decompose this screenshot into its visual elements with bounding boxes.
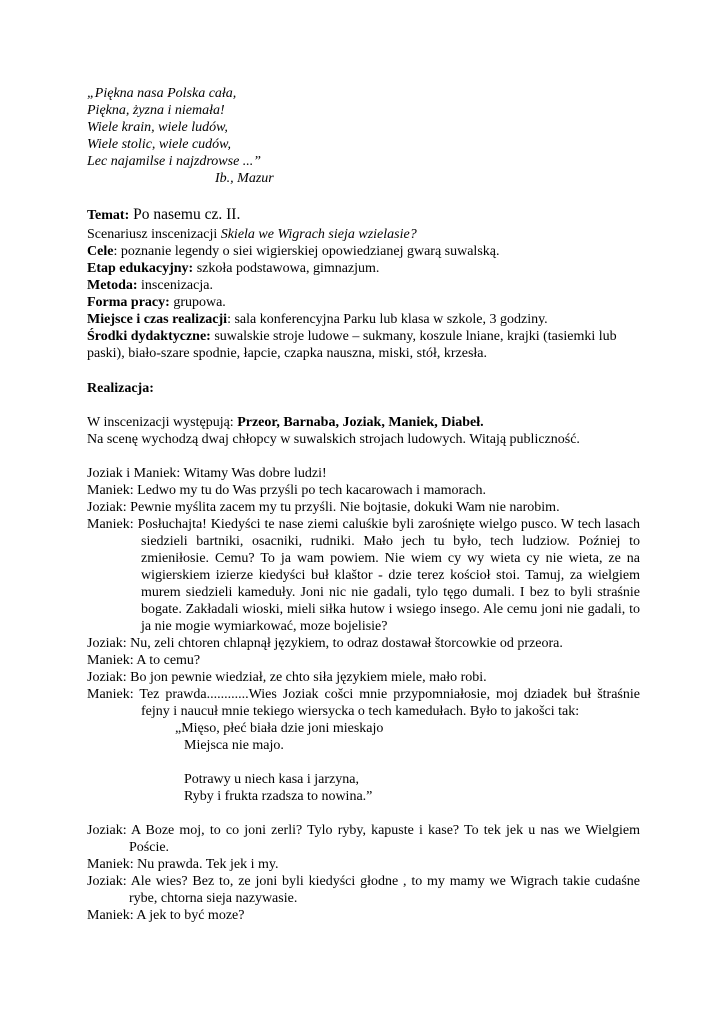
motto-line: „Piękna nasa Polska cała, bbox=[87, 86, 237, 101]
dialogue-line: Joziak: A Boze moj, to co joni zerli? Tylo ryby, kapuste i kase? To tek jek u nas we Wielgiem Poście. bbox=[87, 823, 640, 855]
stage-direction: Na scenę wychodzą dwaj chłopcy w suwalskich strojach ludowych. Witają publiczność. bbox=[87, 432, 580, 447]
meta-row-form bbox=[87, 294, 640, 311]
dialogue-part-1 bbox=[87, 465, 640, 720]
cast-line bbox=[87, 414, 640, 431]
document-page bbox=[87, 85, 640, 924]
meta-row-goals bbox=[87, 243, 640, 260]
meta-row-materials bbox=[87, 328, 640, 362]
cast-prefix: W inscenizacji występują: bbox=[87, 415, 238, 430]
dialogue-line: Maniek: Posłuchajta! Kiedyści te nase ziemi caluśkie byli zarośnięte wielgo pusco. W tech lasach siedzieli bartniki, osacniki, rudniki. Mało jech tu było, tech ludziow. Poźniej to zmieniłosie. Cemu? To ja wam powiem. Nie wiem cy wy wieta cy nie wieta, ze na wigierskiem izierze kiedyści buł klaštor - dzie terez kościoł stoi. Tamuj, za wielgiem murem siedzieli kameduły. Joni nic nie gadali, tylo tęgo dumali. I bez to byli straśnie bogate. Zakładali wioski, mieli siłka hutow i wsiego insego. Ale cemu joni nie gadali, to ja nie mogie wymiarkować, moze bojelisie? bbox=[87, 517, 640, 634]
motto-line: Lec najamilse i najzdrowse ...” bbox=[87, 154, 262, 169]
dialogue-line: Maniek: Ledwo my tu do Was przyśli po tech kacarowach i mamorach. bbox=[87, 483, 487, 498]
meta-label: Środki dydaktyczne: bbox=[87, 329, 211, 344]
kameduly-poem bbox=[87, 720, 640, 805]
topic-label: Temat: bbox=[87, 208, 130, 223]
dialogue-line: Joziak: Nu, zeli chtoren chlapnął językiem, to odraz dostawał štorcowkie od przeora. bbox=[87, 636, 563, 651]
meta-row-method bbox=[87, 277, 640, 294]
dialogue-line: Maniek: Nu prawda. Tek jek i my. bbox=[87, 857, 279, 872]
meta-row-stage bbox=[87, 260, 640, 277]
cast-list: Przeor, Barnaba, Joziak, Maniek, Diabeł. bbox=[237, 415, 484, 430]
poem-line: Potrawy u niech kasa i jarzyna, bbox=[184, 772, 359, 787]
topic-value: Po nasemu cz. II. bbox=[133, 206, 241, 223]
meta-label: Etap edukacyjny: bbox=[87, 261, 194, 276]
spacer bbox=[87, 805, 640, 822]
meta-label: Metoda: bbox=[87, 278, 138, 293]
meta-text: suwalskie stroje ludowe – sukmany, koszule lniane, krajki (tasiemki lub paski), biało-szare spodnie, łapcie, czapka nauszna, miski, stół, krzesła. bbox=[87, 329, 617, 361]
dialogue-line: Maniek: Tez prawda............Wies Joziak cošci mnie przypomniałosie, moj dziadek buł štraśnie fejny i naucuł mnie tekiego wiersycka o tech kamedułach. Było to jakošci tak: bbox=[87, 687, 640, 719]
poem-line: Ryby i frukta rzadsza to nowina.” bbox=[184, 789, 373, 804]
meta-row-place-time bbox=[87, 311, 640, 328]
motto-line: Wiele stolic, wiele cudów, bbox=[87, 137, 231, 152]
dialogue-line: Joziak: Pewnie myślita zacem my tu przyśli. Nie bojtasie, dokuki Wam nie narobim. bbox=[87, 500, 560, 515]
topic-heading bbox=[87, 205, 640, 226]
motto-poem bbox=[87, 85, 640, 187]
poem-line: „Mięso, płeć biała dzie joni mieskajo bbox=[175, 721, 384, 736]
meta-text: : sala konferencyjna Parku lub klasa w szkole, 3 godziny. bbox=[227, 312, 548, 327]
dialogue-line: Joziak: Bo jon pewnie wiedział, ze chto siła językiem miele, mało robi. bbox=[87, 670, 487, 685]
motto-attribution: Ib., Mazur bbox=[215, 171, 274, 186]
scenario-line bbox=[87, 226, 640, 243]
meta-text: : poznanie legendy o siei wigierskiej opowiedzianej gwarą suwalską. bbox=[113, 244, 500, 259]
dialogue-line: Joziak: Ale wies? Bez to, ze joni byli kiedyści głodne , to my mamy we Wigrach takie cudaśne rybe, chtorna sieja nazywasie. bbox=[87, 874, 640, 906]
meta-label: Miejsce i czas realizacji bbox=[87, 312, 228, 327]
dialogue-line: Maniek: A to cemu? bbox=[87, 653, 201, 668]
section-title: Realizacja: bbox=[87, 381, 154, 396]
meta-text: grupowa. bbox=[169, 295, 226, 310]
motto-line: Piękna, żyzna i niemała! bbox=[87, 103, 225, 118]
scenario-prefix: Scenariusz inscenizacji bbox=[87, 227, 221, 242]
meta-label: Cele bbox=[87, 244, 114, 259]
dialogue-part-2 bbox=[87, 822, 640, 924]
dialogue-line: Maniek: A jek to być moze? bbox=[87, 908, 245, 923]
meta-label: Forma pracy: bbox=[87, 295, 170, 310]
meta-text: szkoła podstawowa, gimnazjum. bbox=[193, 261, 380, 276]
stanza-break bbox=[175, 754, 640, 771]
dialogue-line: Joziak i Maniek: Witamy Was dobre ludzi! bbox=[87, 466, 327, 481]
intro-block bbox=[87, 414, 640, 448]
scenario-title: Skiela we Wigrach sieja wzielasie? bbox=[220, 227, 417, 242]
meta-block bbox=[87, 226, 640, 362]
meta-text: inscenizacja. bbox=[137, 278, 213, 293]
motto-line: Wiele krain, wiele ludów, bbox=[87, 120, 228, 135]
poem-line: Miejsca nie majo. bbox=[184, 738, 284, 753]
